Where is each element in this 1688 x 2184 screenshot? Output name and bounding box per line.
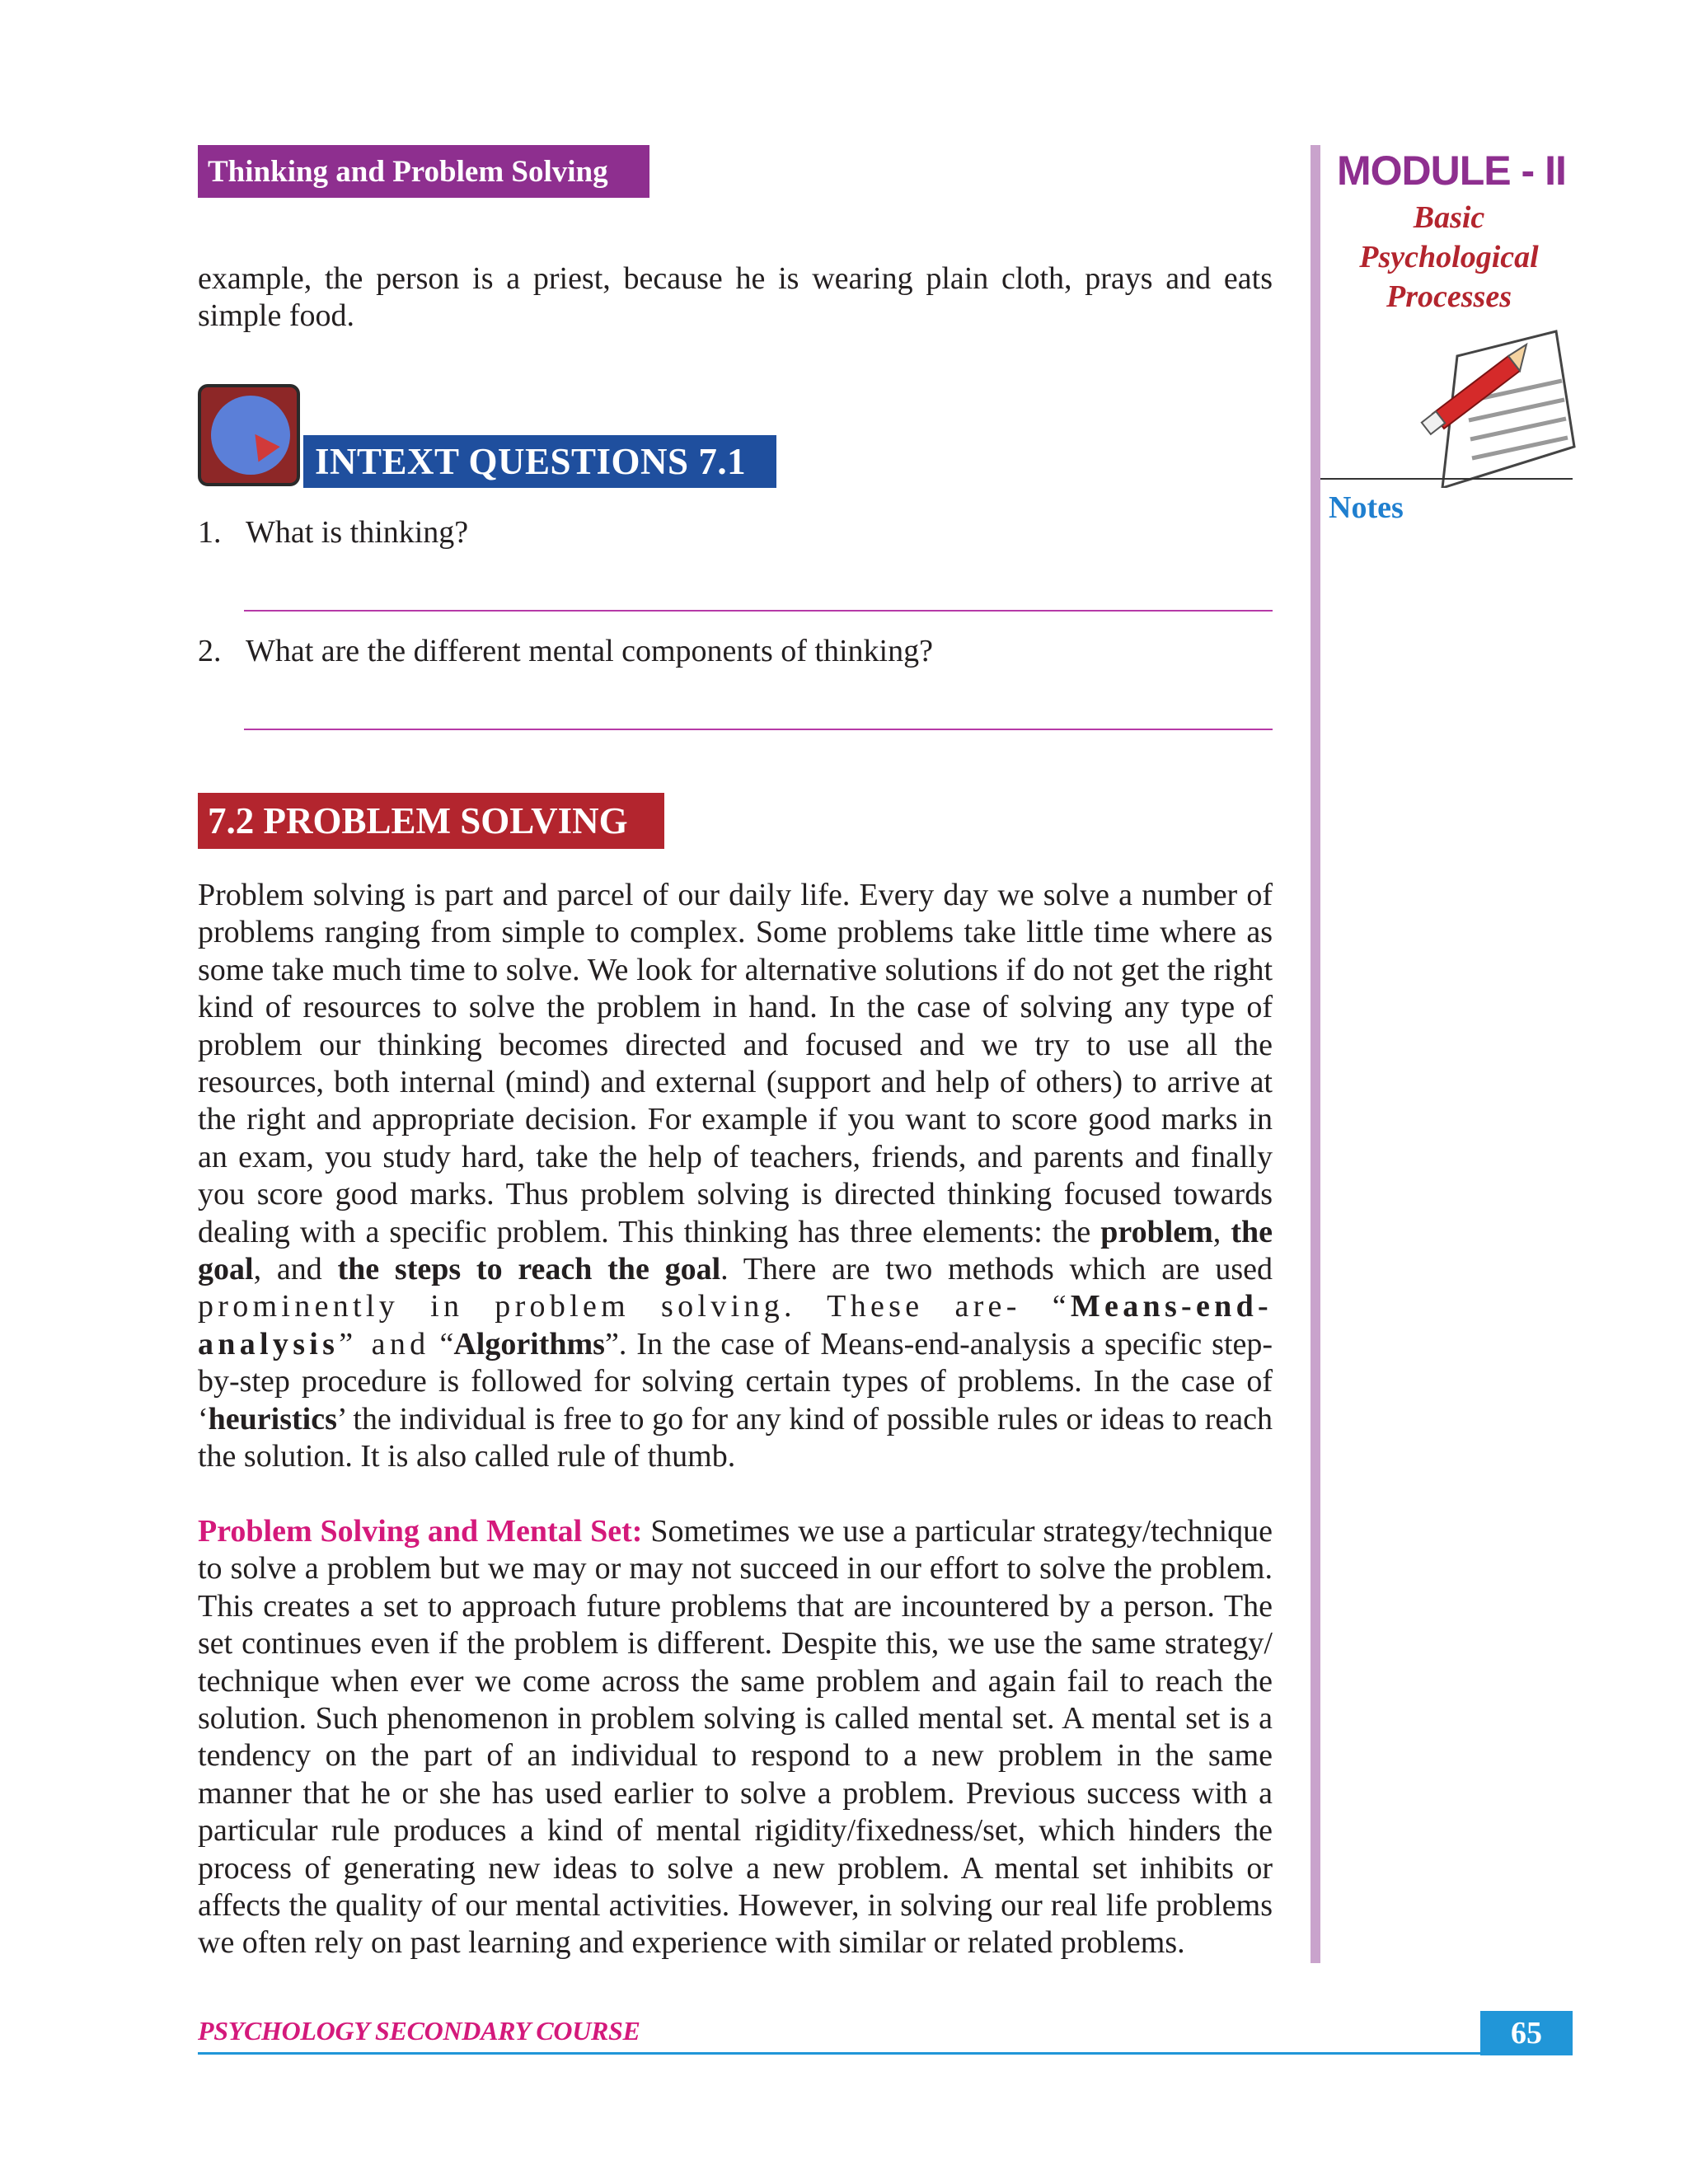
- sidebar-divider: [1311, 145, 1320, 1963]
- footer-rule: [198, 2052, 1480, 2055]
- intext-questions-title: INTEXT QUESTIONS 7.1: [303, 435, 776, 488]
- intro-paragraph: example, the person is a priest, because he is wearing plain cloth, prays and eats simple food.: [198, 261, 1273, 334]
- notes-label: Notes: [1329, 490, 1404, 525]
- question-number: 2.: [198, 634, 222, 668]
- question-2: [198, 633, 933, 670]
- problem-solving-paragraph: Problem solving is part and parcel of our daily life. Every day we solve a number of problems ranging from simple to complex. Some problems take little time where as some take much time to solve. We look for alternative solutions if do not get the right kind of resources to solve the problem in hand. In the case of solving any type of problem our thinking becomes directed and focused and we try to use all the resources, both internal (mind) and external (support and help of others) to arrive at the right and appropriate decision. For example if you want to score good marks in an exam, you study hard, take the help of teachers, friends, and parents and finally you score good marks. Thus problem solving is directed thinking focused towards dealing with a specific problem. This thinking has three elements: the problem, the goal, and the steps to reach the goal. There are two methods which are used prominently in problem solving. These are- “Means-end-analysis” and “Algorithms”. In the case of Means-end-analysis a specific step-by-step procedure is followed for solving certain types of problems. In the case of ‘heuristics’ the individual is free to go for any kind of possible rules or ideas to reach the solution. It is also called rule of thumb.: [198, 878, 1273, 1474]
- question-text: What is thinking?: [246, 515, 469, 550]
- mental-set-heading: Problem Solving and Mental Set:: [198, 1514, 643, 1549]
- notes-rule: [1320, 478, 1573, 480]
- section-title: 7.2 PROBLEM SOLVING: [198, 793, 664, 849]
- question-number: 1.: [198, 515, 222, 550]
- footer-course-title: PSYCHOLOGY SECONDARY COURSE: [198, 2016, 640, 2046]
- question-text: What are the different mental components of thinking?: [246, 634, 933, 668]
- answer-line-1: [244, 610, 1273, 612]
- notepad-pencil-icon: [1409, 323, 1582, 488]
- chapter-header-tag: Thinking and Problem Solving: [198, 145, 649, 198]
- module-subtitle: Basic Psychological Processes: [1359, 200, 1539, 314]
- page-number: 65: [1480, 2011, 1573, 2055]
- mental-set-paragraph: Problem Solving and Mental Set: Sometimes we use a particular strategy/technique to solve a problem but we may or may not succeed in our effort to solve the problem. This creates a set to approach future problems that are incountered by a person. The set continues even if the problem is different. Despite this, we use the same strategy/ technique when ever we come across the same problem and again fail to reach the solution. Such phenomenon in problem solving is called mental set. A mental set is a tendency on the part of an individual to respond to a new problem in the same manner that he or she has used earlier to solve a problem. Previous success with a particular rule produces a kind of mental rigidity/fixedness/set, which hinders the process of generating new ideas to solve a new problem. A mental set inhibits or affects the quality of our mental activities. However, in solving our real life problems we often rely on past learning and experience with similar or related problems.: [198, 1514, 1273, 1961]
- answer-line-2: [244, 729, 1273, 730]
- q-badge-icon: [198, 384, 300, 486]
- question-1: [198, 514, 468, 551]
- module-title: MODULE - II: [1337, 148, 1566, 194]
